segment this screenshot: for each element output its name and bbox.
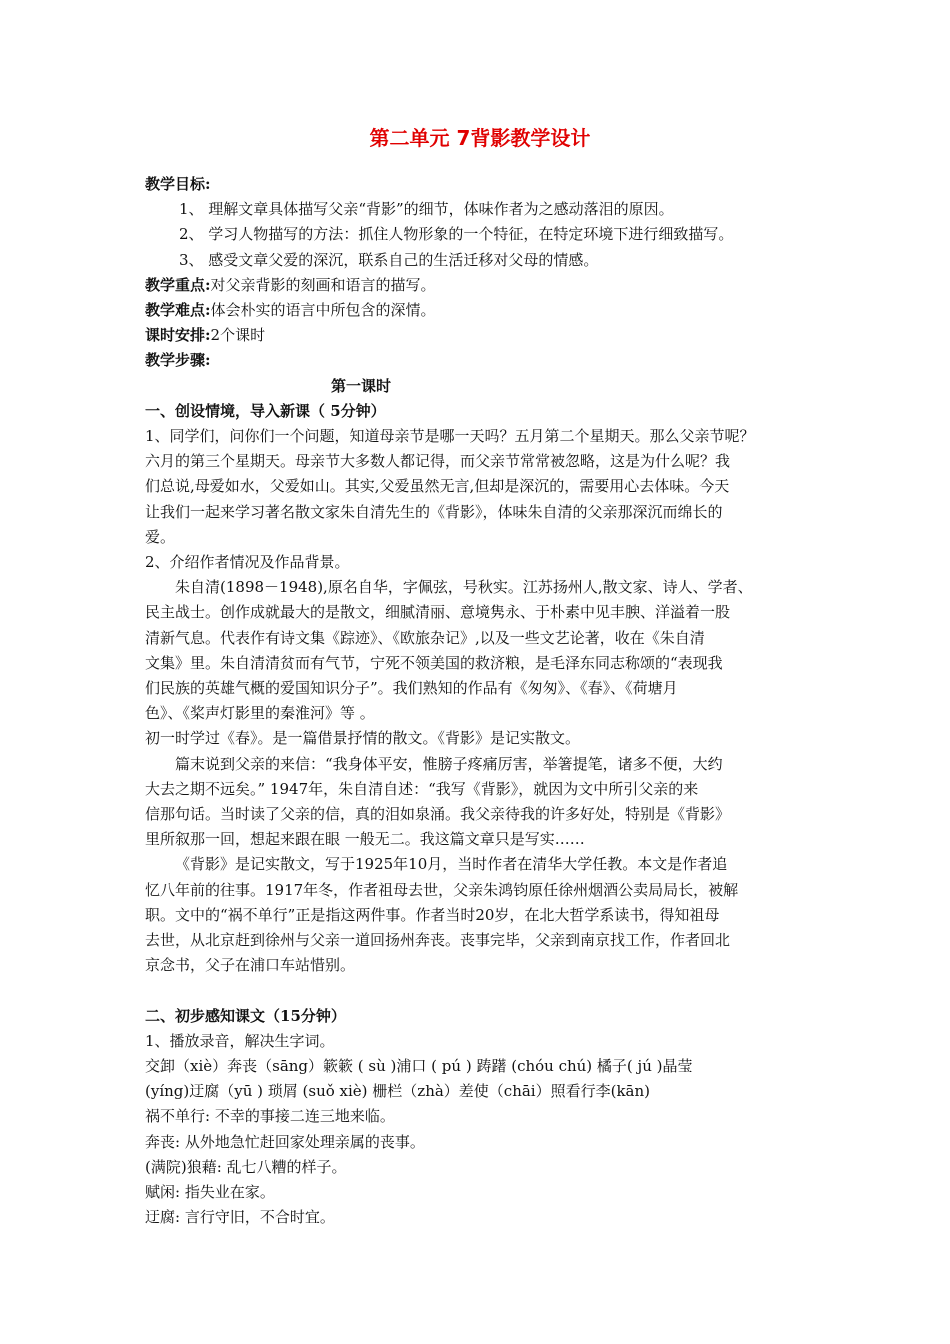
text-line: 2、介绍作者情况及作品背景。 — [145, 553, 350, 572]
text-line: 1、同学们，问你们一个问题，知道母亲节是哪一天吗？五月第二个星期天。那么父亲节呢？ — [145, 427, 755, 446]
text-line: 初一时学过《春》。是一篇借景抒情的散文。《背影》是记实散文。 — [145, 729, 581, 748]
text-line: 《背影》是记实散文，写于1925年10月，当时作者在清华大学任教。本文是作者追 — [175, 855, 728, 874]
text-line: 们民族的英雄气概的爱国知识分子”。我们熟知的作品有《匆匆》、《春》、《荷塘月 — [145, 679, 678, 698]
text-line: 篇末说到父亲的来信：“我身体平安，惟膀子疼痛厉害，举箸提笔，诸多不便，大约 — [175, 754, 723, 773]
text-line: 爱。 — [145, 527, 176, 546]
key-point-label: 教学重点: — [145, 275, 211, 294]
key-point-text: 对父亲背影的刻画和语言的描写。 — [210, 275, 436, 294]
text-line: 去世，从北京赶到徐州与父亲一道回扬州奔丧。丧事完毕，父亲到南京找工作，作者回北 — [145, 931, 731, 950]
text-line: 职。文中的“祸不单行”正是指这两件事。作者当时20岁，在北大哲学系读书，得知祖母 — [145, 905, 720, 924]
text-line: 六月的第三个星期天。母亲节大多数人都记得，而父亲节常常被忽略，这是为什么呢？我 — [145, 452, 731, 471]
goals-label: 教学目标: — [145, 175, 211, 193]
text-line: 忆八年前的往事。1917年冬，作者祖母去世，父亲朱鸿钧原任徐州烟酒公卖局局长，被解 — [145, 880, 739, 899]
text-line: 信那句话。当时读了父亲的信，真的泪如泉涌。我父亲待我的许多好处，特别是《背影》 — [145, 805, 731, 824]
page-title: 第二单元 7背影教学设计 — [369, 126, 591, 150]
section-two-heading: 二、初步感知课文（15分钟） — [145, 1006, 346, 1025]
text-line: 大去之期不远矣。” 1947年，朱自清自述：“我写《背影》，就因为文中所引父亲的来 — [145, 779, 699, 798]
difficulty-label: 教学难点: — [145, 301, 211, 320]
spacer — [145, 979, 815, 1004]
definition-item: 赋闲: 指失业在家。 — [145, 1182, 275, 1201]
text-line: 京念书，父子在浦口车站惜别。 — [145, 956, 356, 975]
document-page — [145, 118, 815, 1230]
definition-item: 迂腐: 言行守旧，不合时宜。 — [145, 1208, 335, 1227]
text-line: 里所叙那一回，想起来跟在眼 一般无二。我这篇文章只是写实…… — [145, 830, 585, 849]
vocab-line: (yíng)迂腐（yū ) 琐屑 (suǒ xiè) 栅栏（zhà）差使（chāi）照看行李(kān) — [145, 1082, 650, 1101]
steps-label: 教学步骤: — [145, 351, 211, 370]
key-point-row — [145, 273, 815, 298]
definition-item: 奔丧: 从外地急忙赶回家处理亲属的丧事。 — [145, 1132, 425, 1151]
lesson-one-heading: 第一课时 — [331, 376, 392, 395]
schedule-text: 2个课时 — [210, 326, 266, 345]
goal-item: 3、 感受文章父爱的深沉，联系自己的生活迁移对父母的情感。 — [179, 250, 599, 269]
text-line: 朱自清(1898－1948),原名自华，字佩弦，号秋实。江苏扬州人,散文家、诗人、学者、 — [175, 578, 753, 597]
goal-item: 2、 学习人物描写的方法：抓住人物形象的一个特征，在特定环境下进行细致描写。 — [179, 225, 734, 244]
difficulty-text: 体会朴实的语言中所包含的深情。 — [210, 301, 436, 320]
text-line: 1、播放录音，解决生字词。 — [145, 1031, 335, 1050]
text-line: 文集》里。朱自清清贫而有气节，宁死不领美国的救济粮，是毛泽东同志称颂的“表现我 — [145, 653, 723, 672]
section-one-heading: 一、创设情境，导入新课（ 5分钟） — [145, 401, 386, 420]
text-line: 民主战士。创作成就最大的是散文，细腻清丽、意境隽永、于朴素中见丰腴、洋溢着一股 — [145, 603, 731, 622]
difficulty-row — [145, 298, 815, 323]
goal-item: 1、 理解文章具体描写父亲“背影”的细节，体味作者为之感动落泪的原因。 — [179, 200, 674, 219]
schedule-row — [145, 323, 815, 348]
schedule-label: 课时安排: — [145, 326, 211, 345]
text-line: 清新气息。代表作有诗文集《踪迹》、《欧旅杂记》,以及一些文艺论著，收在《朱自清 — [145, 628, 705, 647]
text-line: 色》、《桨声灯影里的秦淮河》等 。 — [145, 704, 375, 723]
definition-item: 祸不单行: 不幸的事接二连三地来临。 — [145, 1107, 395, 1126]
text-line: 让我们一起来学习著名散文家朱自清先生的《背影》，体味朱自清的父亲那深沉而绵长的 — [145, 502, 723, 521]
definition-item: (满院)狼藉: 乱七八糟的样子。 — [145, 1157, 347, 1176]
vocab-line: 交卸（xiè）奔丧（sāng）簌簌 ( sù )浦口 ( pú ) 踌躇 (chóu chú) 橘子( jú )晶莹 — [145, 1056, 693, 1075]
text-line: 们总说,母爱如水，父爱如山。其实,父爱虽然无言,但却是深沉的，需要用心去体味。今天 — [145, 477, 730, 496]
